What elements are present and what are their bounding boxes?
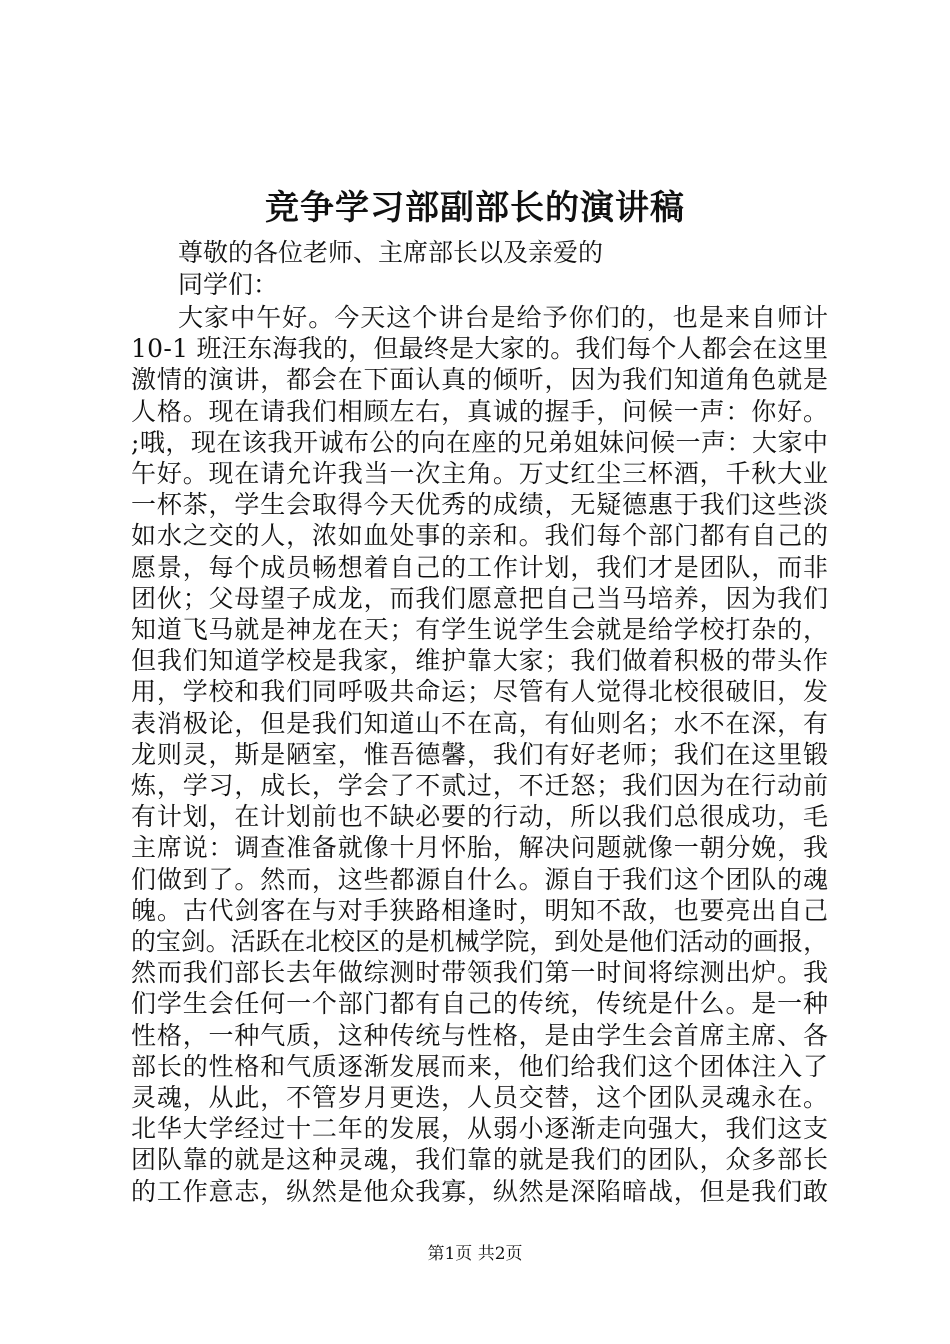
body-line: 的工作意志，纵然是他众我寡，纵然是深陷暗战，但是我们敢 [131, 1176, 829, 1206]
body-line: 龙则灵，斯是陋室，惟吾德馨，我们有好老师；我们在这里锻 [131, 739, 829, 769]
body-line: 性格，一种气质，这种传统与性格，是由学生会首席主席、各 [131, 1020, 829, 1050]
body-line: 如水之交的人，浓如血处事的亲和。我们每个部门都有自己的 [131, 521, 829, 551]
body-line: 部长的性格和气质逐渐发展而来，他们给我们这个团体注入了 [131, 1051, 829, 1081]
body-line: 主席说：调查准备就像十月怀胎，解决问题就像一朝分娩，我 [131, 833, 829, 863]
body-line: 们学生会任何一个部门都有自己的传统，传统是什么。是一种 [131, 989, 829, 1019]
body-line: 一杯茶，学生会取得今天优秀的成绩，无疑德惠于我们这些淡 [131, 490, 829, 520]
salutation-line: 尊敬的各位老师、主席部长以及亲爱的 [178, 238, 604, 267]
body-line: 人格。现在请我们相顾左右，真诚的握手，问候一声：你好。 [131, 396, 829, 426]
body-line: 愿景，每个成员畅想着自己的工作计划，我们才是团队，而非 [131, 552, 829, 582]
salutation-line: 同学们： [178, 270, 279, 299]
body-line: 们做到了。然而，这些都源自什么。源自于我们这个团队的魂 [131, 864, 829, 894]
body-line: 10-1 班汪东海我的，但最终是大家的。我们每个人都会在这里 [131, 334, 829, 364]
body-line: 团伙；父母望子成龙，而我们愿意把自己当马培养，因为我们 [131, 583, 829, 613]
body-line: 用，学校和我们同呼吸共命运；尽管有人觉得北校很破旧，发 [131, 677, 829, 707]
body-line: 但我们知道学校是我家，维护靠大家；我们做着积极的带头作 [131, 646, 829, 676]
body-line: 魄。古代剑客在与对手狭路相逢时，明知不敌，也要亮出自己 [131, 895, 829, 925]
body-line: 团队靠的就是这种灵魂，我们靠的就是我们的团队，众多部长 [131, 1145, 829, 1175]
page-footer: 第1页 共2页 [427, 1244, 523, 1264]
body-line: 灵魂，从此，不管岁月更迭，人员交替，这个团队灵魂永在。 [131, 1083, 829, 1112]
page-title: 竞争学习部副部长的演讲稿 [265, 188, 685, 228]
body-line: ;哦，现在该我开诚布公的向在座的兄弟姐妹问候一声：大家中 [131, 427, 829, 457]
body-line: 的宝剑。活跃在北校区的是机械学院，到处是他们活动的画报， [131, 927, 828, 956]
body-line: 有计划，在计划前也不缺必要的行动，所以我们总很成功，毛 [131, 802, 829, 832]
body-line: 炼，学习，成长，学会了不贰过，不迁怒；我们因为在行动前 [131, 771, 829, 800]
body-line: 午好。现在请允许我当一次主角。万丈红尘三杯酒，千秋大业 [131, 459, 829, 488]
body-line: 北华大学经过十二年的发展，从弱小逐渐走向强大，我们这支 [131, 1114, 829, 1144]
body-line: 表消极论，但是我们知道山不在高，有仙则名；水不在深，有 [131, 708, 829, 738]
body-line: 大家中午好。今天这个讲台是给予你们的，也是来自师计 [178, 303, 830, 332]
body-line: 知道飞马就是神龙在天；有学生说学生会就是给学校打杂的， [131, 615, 829, 644]
body-line: 激情的演讲，都会在下面认真的倾听，因为我们知道角色就是 [131, 365, 829, 395]
body-line: 然而我们部长去年做综测时带领我们第一时间将综测出炉。我 [131, 958, 829, 988]
